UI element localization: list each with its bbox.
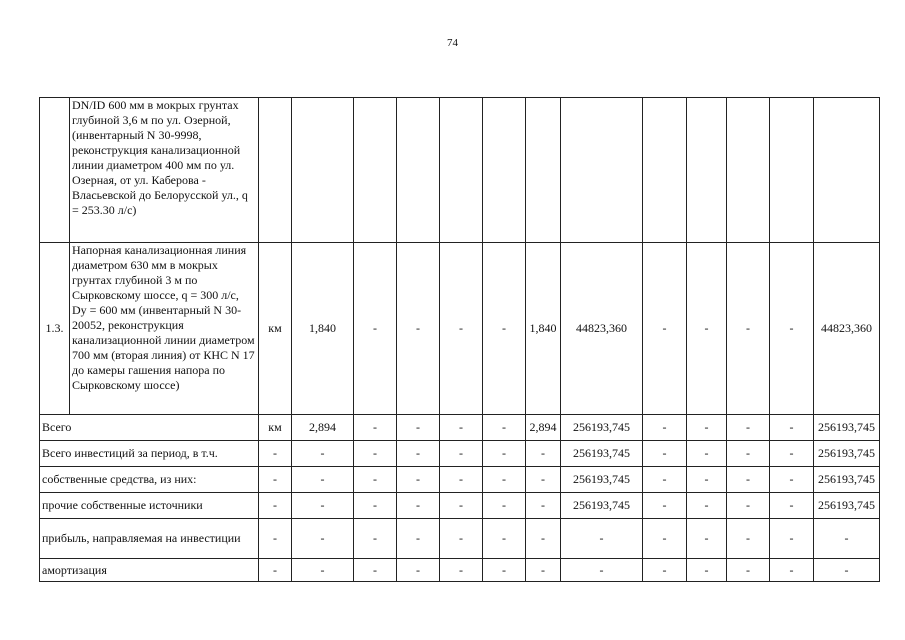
value-cell: 256193,745 [561,467,643,493]
value-cell: 256193,745 [814,493,880,519]
value-cell: - [561,559,643,582]
value-cell: - [687,559,727,582]
value-cell: 256193,745 [814,441,880,467]
value-cell [814,98,880,243]
value-cell: - [440,493,483,519]
value-cell: - [643,559,687,582]
value-cell: - [770,243,814,415]
value-cell: - [770,415,814,441]
value-cell: 256193,745 [561,441,643,467]
value-cell: - [526,559,561,582]
value-cell: - [440,467,483,493]
value-cell: - [526,519,561,559]
value-cell: - [727,519,770,559]
value-cell [643,98,687,243]
value-cell: - [354,441,397,467]
value-cell: - [483,441,526,467]
value-cell: - [483,467,526,493]
summary-label: прочие собственные источники [40,493,259,519]
value-cell: - [687,467,727,493]
summary-row [40,441,880,467]
value-cell [687,98,727,243]
value-cell [292,98,354,243]
value-cell: 44823,360 [561,243,643,415]
value-cell: 2,894 [526,415,561,441]
value-cell: - [526,493,561,519]
summary-unit: - [259,467,292,493]
summary-unit: - [259,441,292,467]
value-cell: 1,840 [526,243,561,415]
value-cell: - [397,243,440,415]
value-cell: - [727,493,770,519]
value-cell: - [770,493,814,519]
value-cell: 256193,745 [561,493,643,519]
value-cell: - [397,493,440,519]
value-cell: 256193,745 [814,415,880,441]
value-cell: - [643,415,687,441]
value-cell: - [727,415,770,441]
value-cell: - [292,519,354,559]
value-cell: - [292,493,354,519]
value-cell: - [440,441,483,467]
value-cell: - [397,467,440,493]
value-cell: - [440,559,483,582]
value-cell: - [687,243,727,415]
value-cell: 256193,745 [814,467,880,493]
value-cell: - [354,519,397,559]
row-number: 1.3. [40,243,70,415]
value-cell: - [643,243,687,415]
value-cell: - [397,441,440,467]
row-unit: км [259,243,292,415]
value-cell: - [770,467,814,493]
value-cell: - [727,441,770,467]
summary-row [40,559,880,582]
summary-row [40,493,880,519]
value-cell: - [292,467,354,493]
value-cell: - [643,493,687,519]
value-cell: - [440,415,483,441]
value-cell: - [354,415,397,441]
value-cell: - [440,243,483,415]
value-cell: - [483,493,526,519]
table-row [40,98,880,243]
row-description: Напорная канализационная линия диаметром 630 мм в мокрых грунтах глубиной 3 м по Сырковскому шоссе, q = 300 л/с, Dy = 600 мм (инвентарный N 30-20052, реконструкция канализационной линии диаметром 700 мм (вторая линия) от КНС N 17 до камеры гашения напора по Сырковскому шоссе) [70,243,259,415]
value-cell: - [526,467,561,493]
value-cell: 1,840 [292,243,354,415]
value-cell: - [561,519,643,559]
value-cell: - [526,441,561,467]
investment-table [39,97,880,582]
summary-unit: - [259,519,292,559]
summary-unit: - [259,559,292,582]
value-cell: - [687,441,727,467]
value-cell: - [483,415,526,441]
value-cell [397,98,440,243]
value-cell: - [727,467,770,493]
row-description: DN/ID 600 мм в мокрых грунтах глубиной 3,6 м по ул. Озерной, (инвентарный N 30-9998, реконструкция канализационной линии диаметром 400 мм по ул. Озерная, от ул. Каберова - Власьевской до Белорусской ул., q = 253.30 л/с) [70,98,259,243]
value-cell: - [354,243,397,415]
value-cell [440,98,483,243]
value-cell [770,98,814,243]
value-cell: - [354,467,397,493]
value-cell: - [687,493,727,519]
value-cell: - [483,243,526,415]
row-unit [259,98,292,243]
value-cell: - [687,415,727,441]
summary-label: прибыль, направляемая на инвестиции [40,519,259,559]
value-cell: - [292,441,354,467]
value-cell: - [440,519,483,559]
summary-row [40,415,880,441]
value-cell: - [354,559,397,582]
value-cell: - [687,519,727,559]
value-cell: - [643,467,687,493]
value-cell: - [397,559,440,582]
summary-label: Всего инвестиций за период, в т.ч. [40,441,259,467]
value-cell: - [643,441,687,467]
value-cell: - [292,559,354,582]
value-cell: - [397,519,440,559]
value-cell [526,98,561,243]
value-cell [727,98,770,243]
value-cell: 44823,360 [814,243,880,415]
value-cell: - [483,559,526,582]
value-cell: 2,894 [292,415,354,441]
summary-row [40,519,880,559]
value-cell: - [354,493,397,519]
value-cell: - [770,559,814,582]
row-number [40,98,70,243]
summary-label: собственные средства, из них: [40,467,259,493]
summary-row [40,467,880,493]
value-cell: - [770,519,814,559]
value-cell: - [397,415,440,441]
table-row [40,243,880,415]
value-cell: - [727,559,770,582]
value-cell: - [727,243,770,415]
summary-unit: км [259,415,292,441]
value-cell [561,98,643,243]
value-cell: 256193,745 [561,415,643,441]
value-cell: - [814,519,880,559]
summary-label: Всего [40,415,259,441]
value-cell: - [770,441,814,467]
value-cell [354,98,397,243]
page-number: 74 [447,37,458,49]
value-cell: - [483,519,526,559]
value-cell: - [814,559,880,582]
summary-unit: - [259,493,292,519]
summary-label: амортизация [40,559,259,582]
value-cell [483,98,526,243]
value-cell: - [643,519,687,559]
